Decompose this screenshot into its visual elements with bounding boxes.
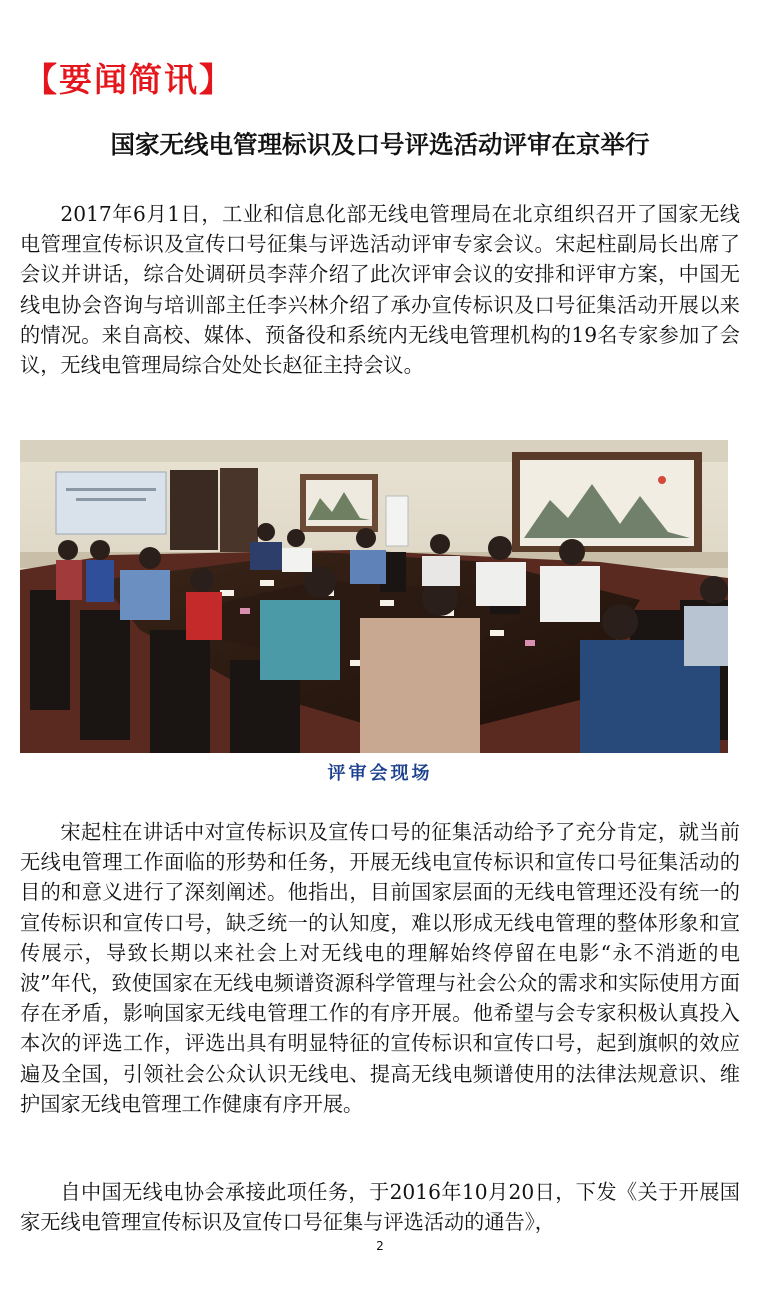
article-headline: 国家无线电管理标识及口号评选活动评审在京举行 bbox=[110, 130, 650, 159]
article-paragraph-2: 宋起柱在讲话中对宣传标识及宣传口号的征集活动给予了充分肯定，就当前无线电管理工作面临的形势和任务，开展无线电宣传标识和宣传口号征集活动的目的和意义进行了深刻阐述。他指出，目前国家层面的无线电管理还没有统一的宣传标识和宣传口号，缺乏统一的认知度，难以形成无线电管理的整体形象和宣传展示，导致长期以来社会上对无线电的理解始终停留在电影“永不消逝的电波”年代，致使国家在无线电频谱资源科学管理与社会公众的需求和实际使用方面存在矛盾，影响国家无线电管理工作的有序开展。他希望与会专家积极认真投入本次的评选工作，评选出具有明显特征的宣传标识和宣传口号，起到旗帜的效应遍及全国，引领社会公众认识无线电、提高无线电频谱使用的法律法规意识、维护国家无线电管理工作健康有序开展。 bbox=[20, 820, 740, 1116]
page-number: 2 bbox=[376, 1239, 384, 1253]
photo-caption: 评审会现场 bbox=[327, 763, 433, 784]
article-paragraph-3: 自中国无线电协会承接此项任务，于2016年10月20日，下发《关于开展国家无线电管理宣传标识及宣传口号征集与评选活动的通告》， bbox=[20, 1180, 740, 1235]
article-paragraph-1: 2017年6月1日，工业和信息化部无线电管理局在北京组织召开了国家无线电管理宣传标识及宣传口号征集与评选活动评审专家会议。宋起柱副局长出席了会议并讲话，综合处调研员李萍介绍了此次评审会议的安排和评审方案，中国无线电协会咨询与培训部主任李兴林介绍了承办宣传标识及口号征集活动开展以来的情况。来自高校、媒体、预备役和系统内无线电管理机构的19名专家参加了会议，无线电管理局综合处处长赵征主持会议。 bbox=[20, 202, 740, 378]
section-tag: 【要闻简讯】 bbox=[24, 60, 234, 99]
meeting-photo bbox=[20, 440, 728, 753]
